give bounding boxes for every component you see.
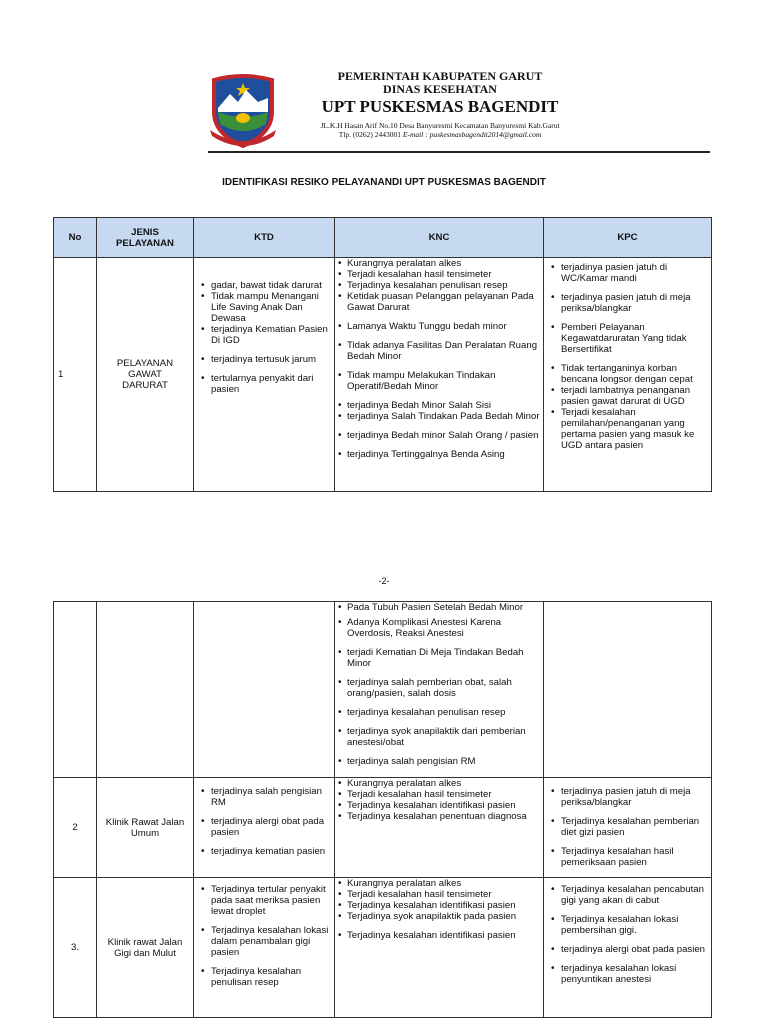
list-item: • terjadinya alergi obat pada pasien [197,816,331,838]
list-item: • Terjadinya syok anapilaktik pada pasien [338,911,540,922]
table-row [54,778,712,878]
government-name: PEMERINTAH KABUPATEN GARUT [337,69,543,83]
list-item: • Kurangnya peralatan alkes [338,878,540,889]
list-item: • terjadinya salah pemberian obat, salah orang/pasien, salah dosis [338,677,540,699]
list-item: • Terjadinya kesalahan pencabutan gigi yang akan di cabut [547,884,708,906]
list-item: • terjadinya salah pengisian RM [197,786,331,808]
list-item: • Tidak adanya Fasilitas Dan Peralatan Ruang Bedah Minor [338,340,540,362]
list-item: • terjadi Kematian Di Meja Tindakan Bedah Minor [338,647,540,669]
list-item: • terjadinya pasien jatuh di WC/Kamar mandi [547,262,708,284]
header-knc: KNC [335,218,544,258]
row-number: 2 [54,778,97,878]
service-name: PELAYANAN GAWAT DARURAT [97,258,194,492]
page-number: -2- [378,576,390,586]
kpc-cell [544,878,712,1018]
agency-name: DINAS KESEHATAN [383,82,497,96]
risk-table-page2 [53,601,712,1018]
risk-table-page1 [53,217,712,492]
kpc-cell [544,602,712,778]
list-item: • terjadinya kesalahan penulisan resep [338,707,540,718]
list-item: • Terjadinya tertular penyakit pada saat meriksa pasien lewat droplet [197,884,331,917]
ktd-cell [194,778,335,878]
list-item: • Terjadinya kesalahan penulisan resep [338,280,540,291]
list-item: • Terjadinya kesalahan identifikasi pasien [338,930,540,941]
garut-regency-crest-icon [208,72,278,150]
header-jenis: JENIS PELAYANAN [97,218,194,258]
document-title: IDENTIFIKASI RESIKO PELAYANANDI UPT PUSKESMAS BAGENDIT [222,177,546,188]
knc-cell [335,258,544,492]
list-item: • Kurangnya peralatan alkes [338,778,540,789]
list-item: • tertularnya penyakit dari pasien [197,373,331,395]
knc-cell [335,778,544,878]
list-item: • terjadinya kematian pasien [197,846,331,857]
list-item: • gadar, bawat tidak darurat [197,280,331,291]
ktd-cell [194,602,335,778]
list-item: • Terjadi kesalahan hasil tensimeter [338,789,540,800]
list-item: • terjadinya Salah Tindakan Pada Bedah Minor [338,411,540,422]
list-item: • Terjadinya kesalahan lokasi dalam penambalan gigi pasien [197,925,331,958]
row-number: 1 [54,258,97,492]
kpc-cell [544,778,712,878]
list-item: • Adanya Komplikasi Anestesi Karena Overdosis, Reaksi Anestesi [338,617,540,639]
list-item: • Kurangnya peralatan alkes [338,258,540,269]
service-name [97,602,194,778]
list-item: • terjadinya Tertinggalnya Benda Asing [338,449,540,460]
list-item: • terjadinya Bedah minor Salah Orang / pasien [338,430,540,441]
list-item: • Lamanya Waktu Tunggu bedah minor [338,321,540,332]
table-row [54,602,712,778]
ktd-cell [194,878,335,1018]
list-item: • Terjadinya kesalahan pemberian diet gizi pasien [547,816,708,838]
list-item: • terjadinya alergi obat pada pasien [547,944,708,955]
letterhead [290,70,590,139]
ktd-cell [194,258,335,492]
list-item: • terjadinya pasien jatuh di meja periksa/blangkar [547,292,708,314]
header-no: No [54,218,97,258]
list-item: • terjadinya pasien jatuh di meja periksa/blangkar [547,786,708,808]
list-item: • Terjadinya kesalahan lokasi pembersihan gigi. [547,914,708,936]
table-header-row [54,218,712,258]
address: JL.K.H Hasan Arif No.10 Desa Banyuresmi Kecamatan Banyuresmi Kab.Garut [320,121,560,130]
continued-text: Pada Tubuh Pasien Setelah Bedah Minor [347,602,524,613]
table-row [54,258,712,492]
list-item: • Tidak mampu Melakukan Tindakan Operatif/Bedah Minor [338,370,540,392]
list-item: • Ketidak puasan Pelanggan pelayanan Pada Gawat Darurat [338,291,540,313]
list-item: • Terjadinya kesalahan penentuan diagnosa [338,811,540,822]
list-item: • Terjadinya kesalahan identifikasi pasien [338,800,540,811]
knc-cell [335,602,544,778]
list-item-continued [338,602,540,613]
phone: Tlp. (0262) 2443001 [338,130,403,139]
institution-name: UPT PUSKESMAS BAGENDIT [321,97,559,116]
email: E-mail : puskesmasbagendit2014@gmail.com [402,130,542,139]
header-ktd: KTD [194,218,335,258]
table-row [54,878,712,1018]
service-name: Klinik rawat Jalan Gigi dan Mulut [97,878,194,1018]
list-item: • terjadinya tertusuk jarum [197,354,331,365]
list-item: • Tidak tertanganinya korban bencana longsor dengan cepat [547,363,708,385]
row-number [54,602,97,778]
list-item: • terjadi lambatnya penanganan pasien gawat darurat di UGD [547,385,708,407]
list-item: • Terjadi kesalahan hasil tensimeter [338,889,540,900]
list-item: • terjadinya Kematian Pasien Di IGD [197,324,331,346]
list-item: • Terjadinya kesalahan identifikasi pasien [338,900,540,911]
knc-cell [335,878,544,1018]
list-item: • Terjadi kesalahan hasil tensimeter [338,269,540,280]
list-item: • terjadinya Bedah Minor Salah Sisi [338,400,540,411]
list-item: • terjadinya kesalahan lokasi penyuntikan anestesi [547,963,708,985]
service-name: Klinik Rawat Jalan Umum [97,778,194,878]
list-item: • Terjadi kesalahan pemilahan/penanganan yang pertama pasien yang masuk ke UGD antara pasien [547,407,708,451]
list-item: • Terjadinya kesalahan penulisan resep [197,966,331,988]
kpc-cell [544,258,712,492]
list-item: • Pemberi Pelayanan Kegawatdaruratan Yang tidak Bersertifikat [547,322,708,355]
list-item: • terjadinya syok anapilaktik dari pemberian anestesi/obat [338,726,540,748]
letterhead-divider [208,151,710,153]
header-kpc: KPC [544,218,712,258]
list-item: • Tidak mampu Menangani Life Saving Anak Dan Dewasa [197,291,331,324]
list-item: • terjadinya salah pengisian RM [338,756,540,767]
list-item: • Terjadinya kesalahan hasil pemeriksaan pasien [547,846,708,868]
row-number: 3. [54,878,97,1018]
contact-line [290,130,590,139]
